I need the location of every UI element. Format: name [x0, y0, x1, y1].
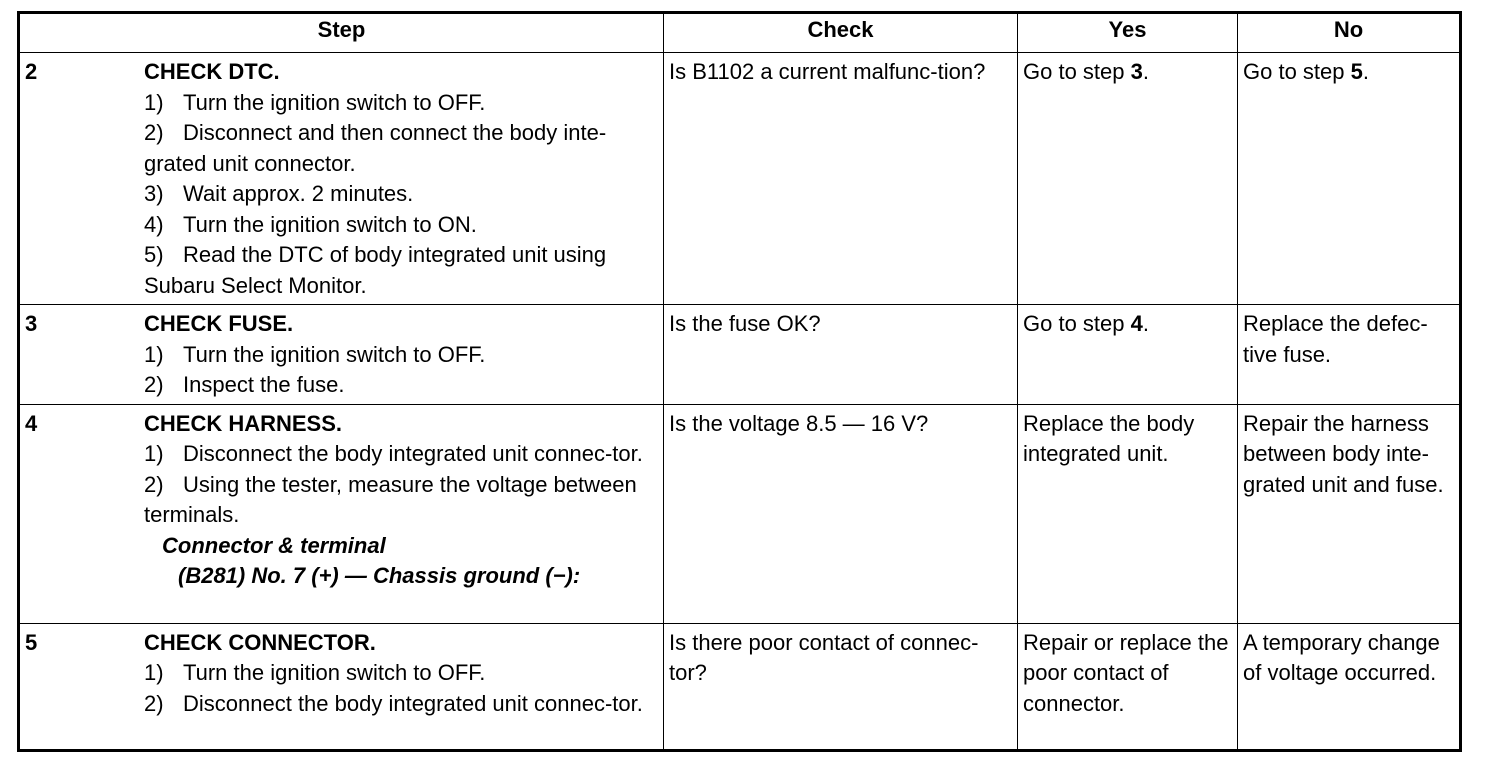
step-title: CHECK FUSE.	[144, 311, 294, 336]
yes-cell: Replace the body integrated unit.	[1018, 404, 1238, 623]
table-header-row	[19, 13, 1461, 53]
yes-cell: Go to step 4.	[1018, 305, 1238, 405]
table-row	[19, 305, 1461, 405]
table-row	[19, 623, 1461, 750]
procedure-item: 2) Inspect the fuse.	[144, 372, 345, 397]
procedure-item: 1) Turn the ignition switch to OFF.	[144, 660, 486, 685]
yes-cell: Repair or replace the poor contact of connector.	[1018, 623, 1238, 750]
step-number: 3	[25, 311, 38, 336]
header-step: Step	[19, 13, 664, 53]
procedure-item: 3) Wait approx. 2 minutes.	[144, 181, 414, 206]
header-yes: Yes	[1018, 13, 1238, 53]
step-cell	[19, 623, 664, 750]
check-cell: Is B1102 a current malfunc-tion?	[664, 53, 1018, 305]
procedure-item: 1) Turn the ignition switch to OFF.	[144, 89, 486, 115]
step-title: CHECK DTC.	[144, 59, 280, 84]
procedure-item: 4) Turn the ignition switch to ON.	[144, 211, 477, 237]
step-title: CHECK CONNECTOR.	[144, 629, 376, 655]
procedure-item: 1) Disconnect the body integrated unit connec-tor.	[144, 441, 643, 466]
check-cell: Is the voltage 8.5 — 16 V?	[664, 404, 1018, 623]
no-cell: A temporary change of voltage occurred.	[1238, 623, 1461, 750]
step-cell	[19, 404, 664, 623]
check-cell: Is the fuse OK?	[664, 305, 1018, 405]
header-no: No	[1238, 13, 1461, 53]
header-check: Check	[664, 13, 1018, 53]
procedure-item: 5) Read the DTC of body integrated unit using Subaru Select Monitor.	[144, 242, 607, 298]
diagnostic-procedure-table	[17, 11, 1462, 752]
step-number: 5	[25, 629, 38, 655]
procedure-item: 2) Using the tester, measure the voltage between terminals.	[144, 471, 637, 527]
no-cell: Replace the defec-tive fuse.	[1238, 305, 1461, 405]
table-row	[19, 404, 1461, 623]
no-cell: Go to step 5.	[1238, 53, 1461, 305]
step-number: 4	[25, 410, 38, 436]
check-cell: Is there poor contact of connec-tor?	[664, 623, 1018, 750]
procedure-item: 2) Disconnect and then connect the body inte-grated unit connector.	[144, 120, 607, 176]
yes-cell: Go to step 3.	[1018, 53, 1238, 305]
step-cell	[19, 53, 664, 305]
table-row	[19, 53, 1461, 305]
procedure-item: 1) Turn the ignition switch to OFF.	[144, 341, 486, 367]
no-cell: Repair the harness between body inte-grated unit and fuse.	[1238, 404, 1461, 623]
step-cell	[19, 305, 664, 405]
procedure-item: 2) Disconnect the body integrated unit connec-tor.	[144, 690, 643, 716]
spec-label: Connector & terminal	[162, 532, 386, 558]
spec-value: (B281) No. 7 (+) — Chassis ground (−):	[178, 563, 581, 588]
step-title: CHECK HARNESS.	[144, 410, 343, 436]
step-number: 2	[25, 59, 38, 84]
